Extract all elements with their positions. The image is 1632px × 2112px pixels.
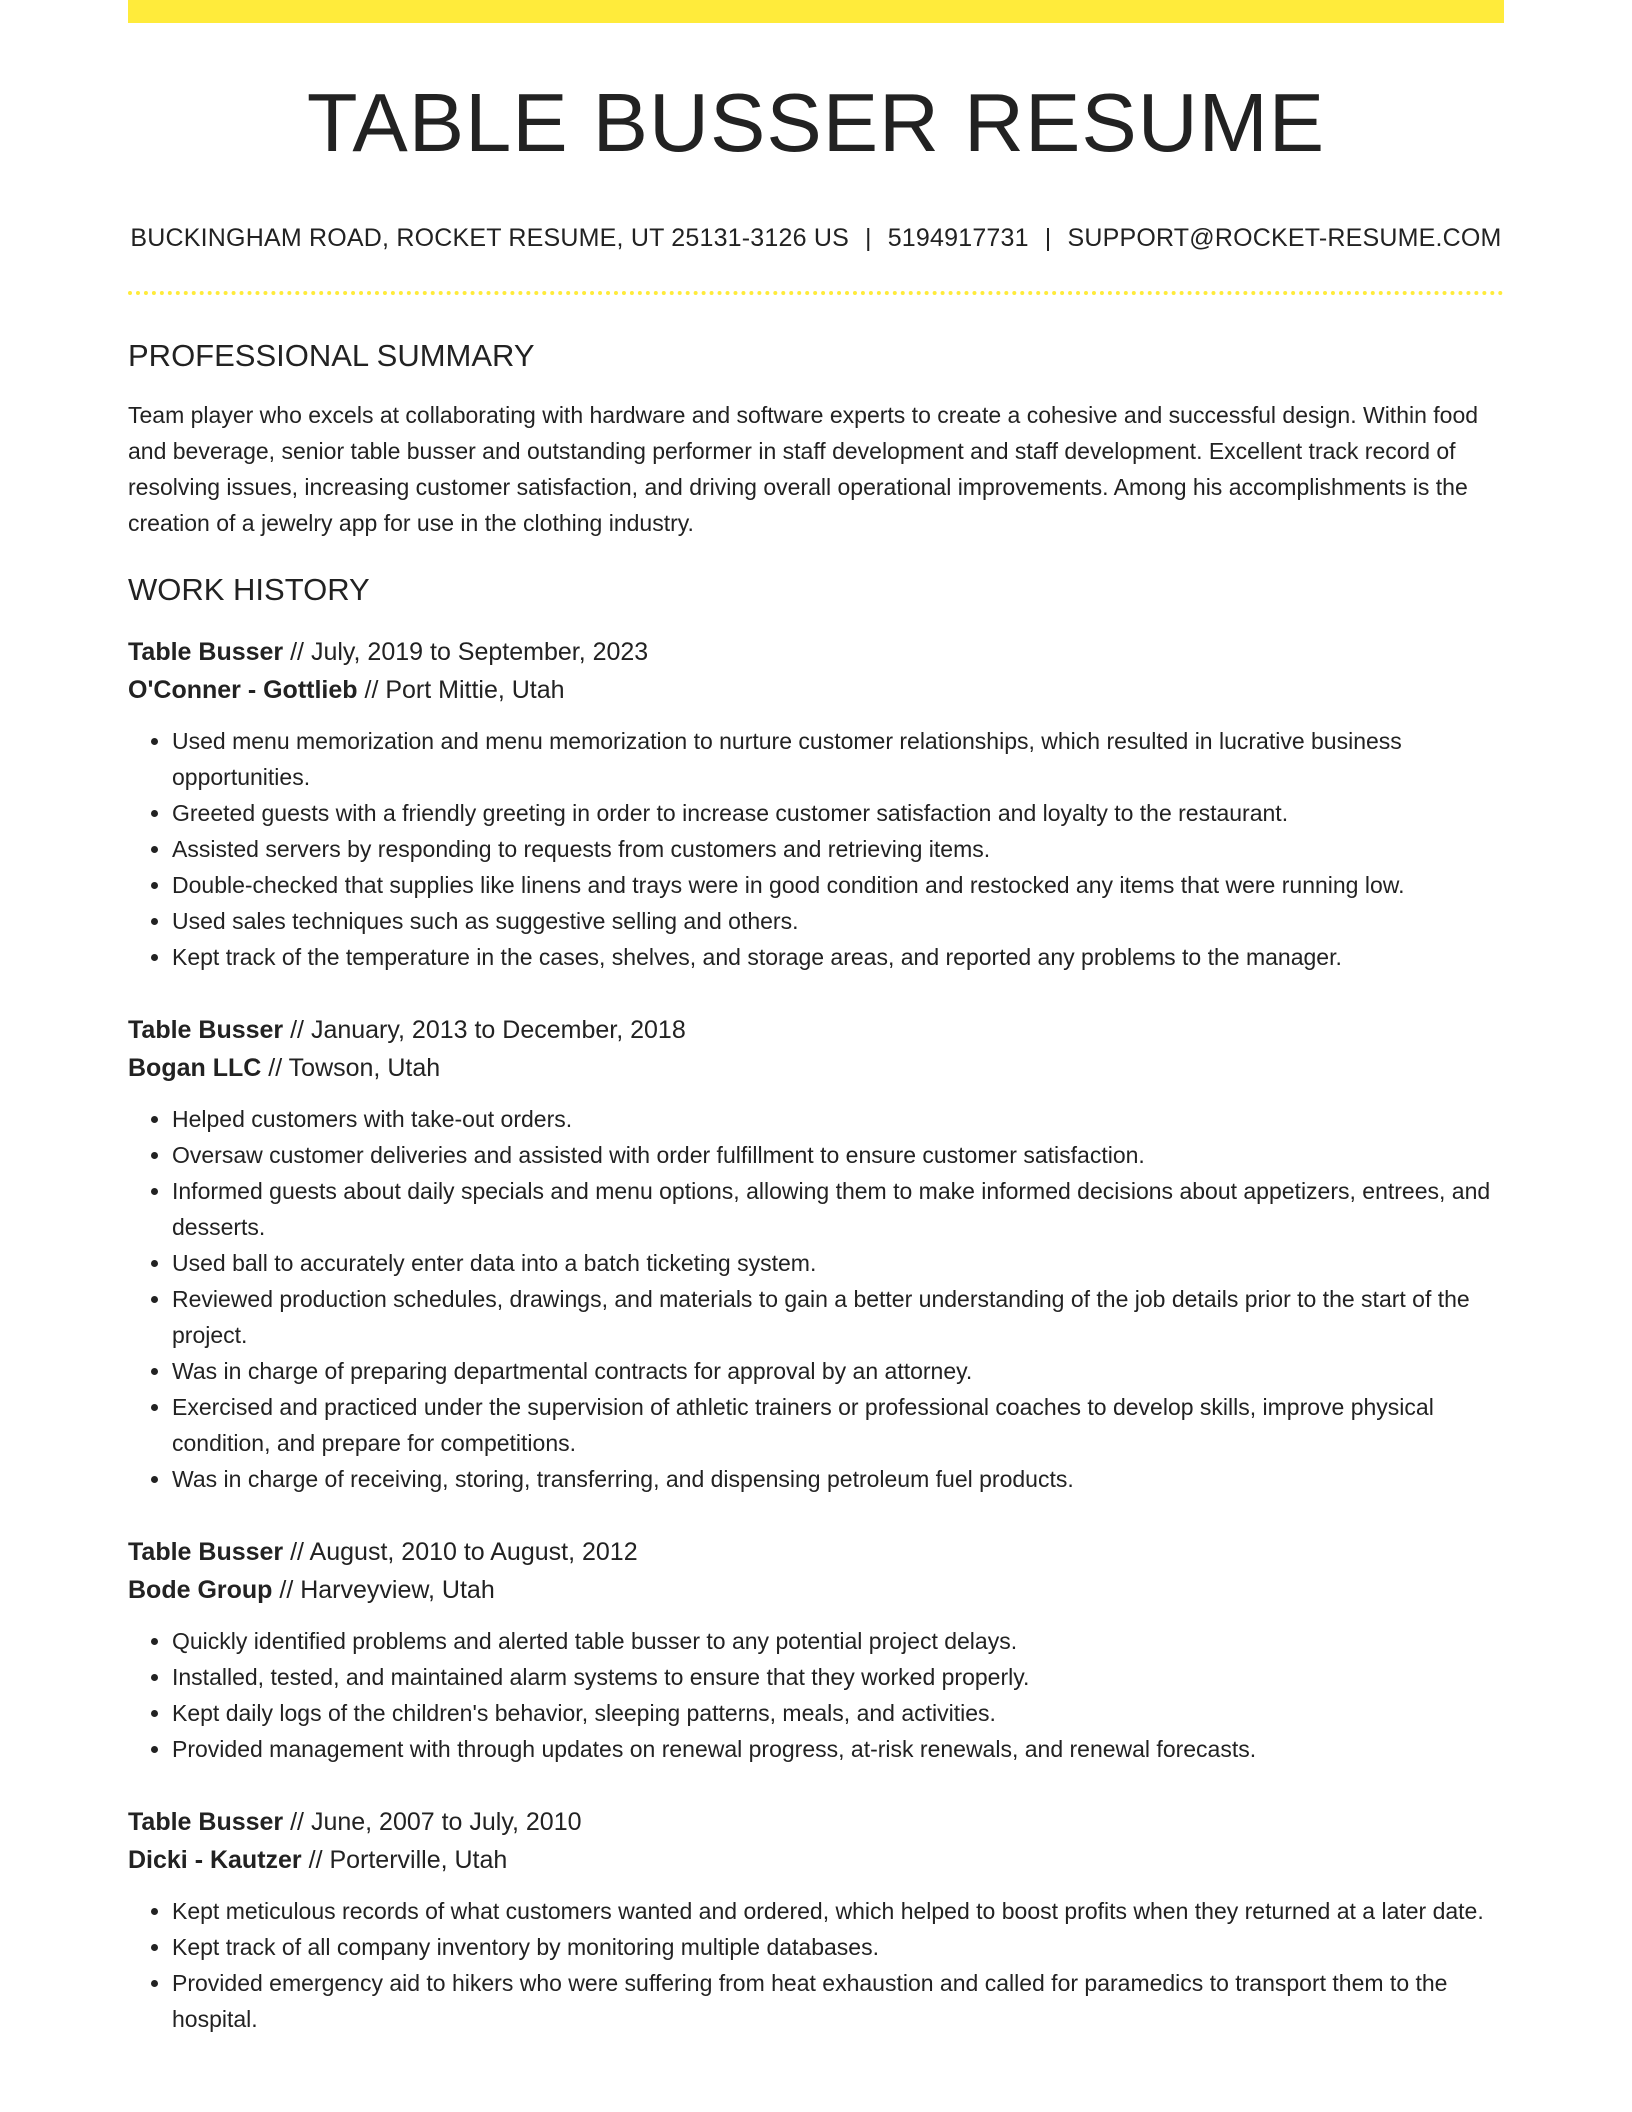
- job-bullet: • Was in charge of preparing departmental contracts for approval by an attorney.: [172, 1353, 1504, 1389]
- job-company-line: [128, 1841, 1504, 1879]
- job-bullet: • Quickly identified problems and alerted table busser to any potential project delays.: [172, 1623, 1504, 1659]
- work-history-list: [128, 633, 1504, 2037]
- job-bullet: • Used sales techniques such as suggestive selling and others.: [172, 903, 1504, 939]
- contact-line: [128, 226, 1504, 251]
- job-bullet: • Kept meticulous records of what customers wanted and ordered, which helped to boost profits when they returned at a later date.: [172, 1893, 1504, 1929]
- resume-title: TABLE BUSSER RESUME: [306, 76, 1326, 169]
- job-bullet: • Reviewed production schedules, drawings, and materials to gain a better understanding of the job details prior to the start of the project.: [172, 1281, 1504, 1353]
- job-location: // Port Mittie, Utah: [357, 676, 565, 704]
- job-role-line: [128, 1011, 1504, 1049]
- job-entry: [128, 1011, 1504, 1497]
- job-bullet: • Greeted guests with a friendly greeting in order to increase customer satisfaction and loyalty to the restaurant.: [172, 795, 1504, 831]
- job-company: O'Conner - Gottlieb: [128, 676, 358, 704]
- job-company-line: [128, 1571, 1504, 1609]
- job-bullet: • Helped customers with take-out orders.: [172, 1101, 1504, 1137]
- job-company-line: [128, 1049, 1504, 1087]
- job-role: Table Busser: [128, 1538, 284, 1566]
- job-bullet: • Kept daily logs of the children's behavior, sleeping patterns, meals, and activities.: [172, 1695, 1504, 1731]
- job-bullet: • Oversaw customer deliveries and assisted with order fulfillment to ensure customer satisfaction.: [172, 1137, 1504, 1173]
- contact-separator: |: [865, 224, 872, 252]
- job-bullet: • Informed guests about daily specials and menu options, allowing them to make informed decisions about appetizers, entrees, and desserts.: [172, 1173, 1504, 1245]
- job-bullet: • Assisted servers by responding to requests from customers and retrieving items.: [172, 831, 1504, 867]
- summary-heading: PROFESSIONAL SUMMARY: [128, 338, 535, 373]
- job-location: // Towson, Utah: [261, 1054, 441, 1082]
- job-bullet-list: [128, 723, 1504, 975]
- job-entry: [128, 1803, 1504, 2037]
- job-bullet: • Kept track of all company inventory by monitoring multiple databases.: [172, 1929, 1504, 1965]
- job-entry: [128, 1533, 1504, 1767]
- job-bullet: • Used ball to accurately enter data into a batch ticketing system.: [172, 1245, 1504, 1281]
- top-accent-bar: [128, 0, 1504, 23]
- job-entry: [128, 633, 1504, 975]
- job-role: Table Busser: [128, 638, 284, 666]
- job-dates: // January, 2013 to December, 2018: [283, 1016, 686, 1044]
- contact-email: SUPPORT@ROCKET-RESUME.COM: [1067, 224, 1502, 252]
- job-bullet-list: [128, 1623, 1504, 1767]
- job-bullet-list: [128, 1101, 1504, 1497]
- job-bullet: • Installed, tested, and maintained alarm systems to ensure that they worked properly.: [172, 1659, 1504, 1695]
- dotted-divider: [128, 291, 1504, 295]
- job-bullet: • Provided management with through updates on renewal progress, at-risk renewals, and renewal forecasts.: [172, 1731, 1504, 1767]
- job-company: Bode Group: [128, 1576, 273, 1604]
- job-bullet: • Kept track of the temperature in the cases, shelves, and storage areas, and reported any problems to the manager.: [172, 939, 1504, 975]
- job-role: Table Busser: [128, 1808, 284, 1836]
- job-role: Table Busser: [128, 1016, 284, 1044]
- job-bullet: • Double-checked that supplies like linens and trays were in good condition and restocked any items that were running low.: [172, 867, 1504, 903]
- job-dates: // July, 2019 to September, 2023: [283, 638, 649, 666]
- job-dates: // August, 2010 to August, 2012: [283, 1538, 638, 1566]
- job-bullet: • Exercised and practiced under the supervision of athletic trainers or professional coaches to develop skills, improve physical condition, and prepare for competitions.: [172, 1389, 1504, 1461]
- contact-phone: 5194917731: [887, 224, 1029, 252]
- job-dates: // June, 2007 to July, 2010: [283, 1808, 582, 1836]
- job-bullet-list: [128, 1893, 1504, 2037]
- job-role-line: [128, 1803, 1504, 1841]
- job-location: // Harveyview, Utah: [272, 1576, 495, 1604]
- job-location: // Porterville, Utah: [301, 1846, 508, 1874]
- job-bullet: • Used menu memorization and menu memorization to nurture customer relationships, which resulted in lucrative business opportunities.: [172, 723, 1504, 795]
- job-company: Bogan LLC: [128, 1054, 262, 1082]
- contact-address: BUCKINGHAM ROAD, ROCKET RESUME, UT 25131-3126 US: [130, 224, 849, 252]
- job-company-line: [128, 671, 1504, 709]
- work-history-heading: WORK HISTORY: [128, 572, 370, 607]
- resume-page: [128, 0, 1504, 2037]
- job-role-line: [128, 633, 1504, 671]
- summary-text: Team player who excels at collaborating with hardware and software experts to create a cohesive and successful design. Within food and beverage, senior table busser and outstanding performer in staff development and staff development. Excellent track record of resolving issues, increasing customer satisfaction, and driving overall operational improvements. Among his accomplishments is the creation of a jewelry app for use in the clothing industry.: [128, 402, 1479, 536]
- job-bullet: • Was in charge of receiving, storing, transferring, and dispensing petroleum fuel products.: [172, 1461, 1504, 1497]
- job-role-line: [128, 1533, 1504, 1571]
- contact-separator: |: [1044, 224, 1052, 252]
- job-bullet: • Provided emergency aid to hikers who were suffering from heat exhaustion and called for paramedics to transport them to the hospital.: [172, 1965, 1504, 2037]
- job-company: Dicki - Kautzer: [128, 1846, 302, 1874]
